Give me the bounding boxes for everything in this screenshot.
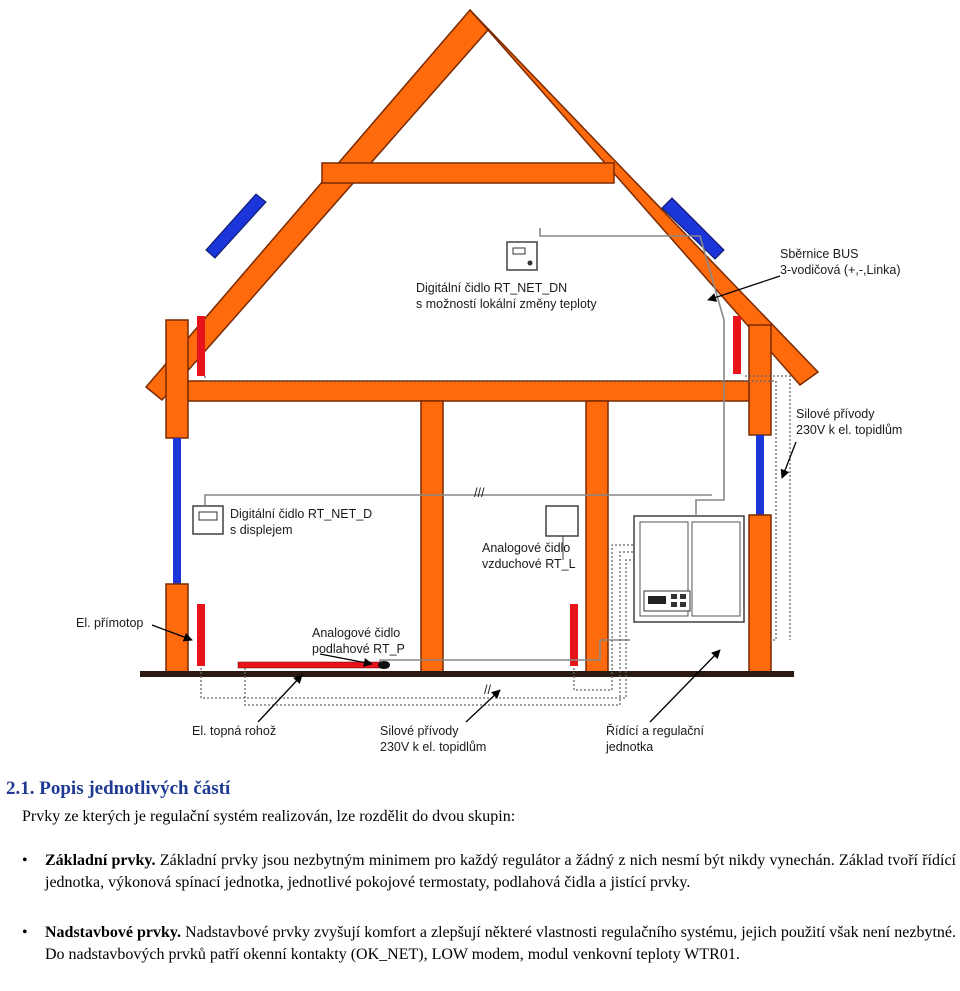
bullet-text: Nadstavbové prvky zvyšují komfort a zlepšují některé vlastnosti regulačního systému, jejich použití však není nezbytné. Do nadstavbových prvků patří okenní kontakty (OK_NET), LOW modem, modul venkovní teploty WTR01.	[45, 924, 956, 963]
roof-collar-beam	[322, 163, 614, 183]
wall-left-lower	[166, 584, 188, 676]
wall-right-lower	[749, 515, 771, 675]
roof-window-left	[206, 194, 266, 258]
label-sensor-rt-l: Analogové čidlo vzduchové RT_L	[482, 541, 576, 571]
sensor-rt-net-dn-display	[513, 248, 525, 254]
label-power-bottom: Silové přívody 230V k el. topidlům	[380, 724, 487, 754]
heater-attic-left	[197, 316, 205, 376]
post-right	[586, 401, 608, 675]
heater-ground-right	[570, 604, 578, 666]
bullet-extension-elements	[22, 922, 956, 966]
label-control-unit: Řídící a regulační jednotka	[606, 724, 704, 754]
bullet-basic-elements	[22, 850, 956, 894]
label-bus: Sběrnice BUS 3-vodičová (+,-,Linka)	[780, 247, 901, 277]
intro-paragraph: Prvky ze kterých je regulační systém realizován, lze rozdělit do dvou skupin:	[22, 808, 516, 825]
heater-ground-left	[197, 604, 205, 666]
wire-mark-power: //	[484, 683, 491, 697]
heater-attic-right	[733, 316, 741, 374]
sensor-rt-l-device	[546, 506, 578, 536]
sensor-rt-net-dn-knob	[528, 261, 533, 266]
sensor-rt-net-d-display	[199, 512, 217, 520]
sensor-rt-net-dn-device	[507, 242, 537, 270]
bullet-text: Základní prvky jsou nezbytným minimem pro každý regulátor a žádný z nich nesmí být nikdy vynechán. Základ tvoří řídící jednotka, výkonová spínací jednotka, jednotlivé pokojové termostaty, podlahová čidla a jistící prvky.	[45, 852, 956, 891]
label-sensor-rt-net-d: Digitální čidlo RT_NET_D s displejem	[230, 507, 373, 537]
label-heater: El. přímotop	[76, 616, 144, 630]
bullet-title: Základní prvky.	[45, 852, 156, 869]
window-left-wall	[173, 438, 181, 584]
wall-left-upper	[166, 320, 188, 438]
label-sensor-rt-p: Analogové čidlo podlahové RT_P	[312, 626, 405, 656]
control-unit-cabinet	[634, 516, 744, 622]
label-sensor-rt-net-dn: Digitální čidlo RT_NET_DN s možností lokální změny teploty	[416, 281, 597, 311]
window-right-wall	[756, 435, 764, 515]
label-power-right: Silové přívody 230V k el. topidlům	[796, 407, 903, 437]
label-mat: El. topná rohož	[192, 724, 277, 738]
bullet-title: Nadstavbové prvky.	[45, 924, 182, 941]
wall-right-upper	[749, 325, 771, 435]
sensor-rt-p-probe	[378, 661, 390, 669]
post-left	[421, 401, 443, 675]
wire-mark-bus: ///	[474, 486, 485, 500]
section-heading: 2.1. Popis jednotlivých částí	[6, 778, 231, 799]
bullet-marker: •	[22, 852, 28, 869]
ceiling-beam	[188, 381, 749, 401]
bullet-marker: •	[22, 924, 28, 941]
